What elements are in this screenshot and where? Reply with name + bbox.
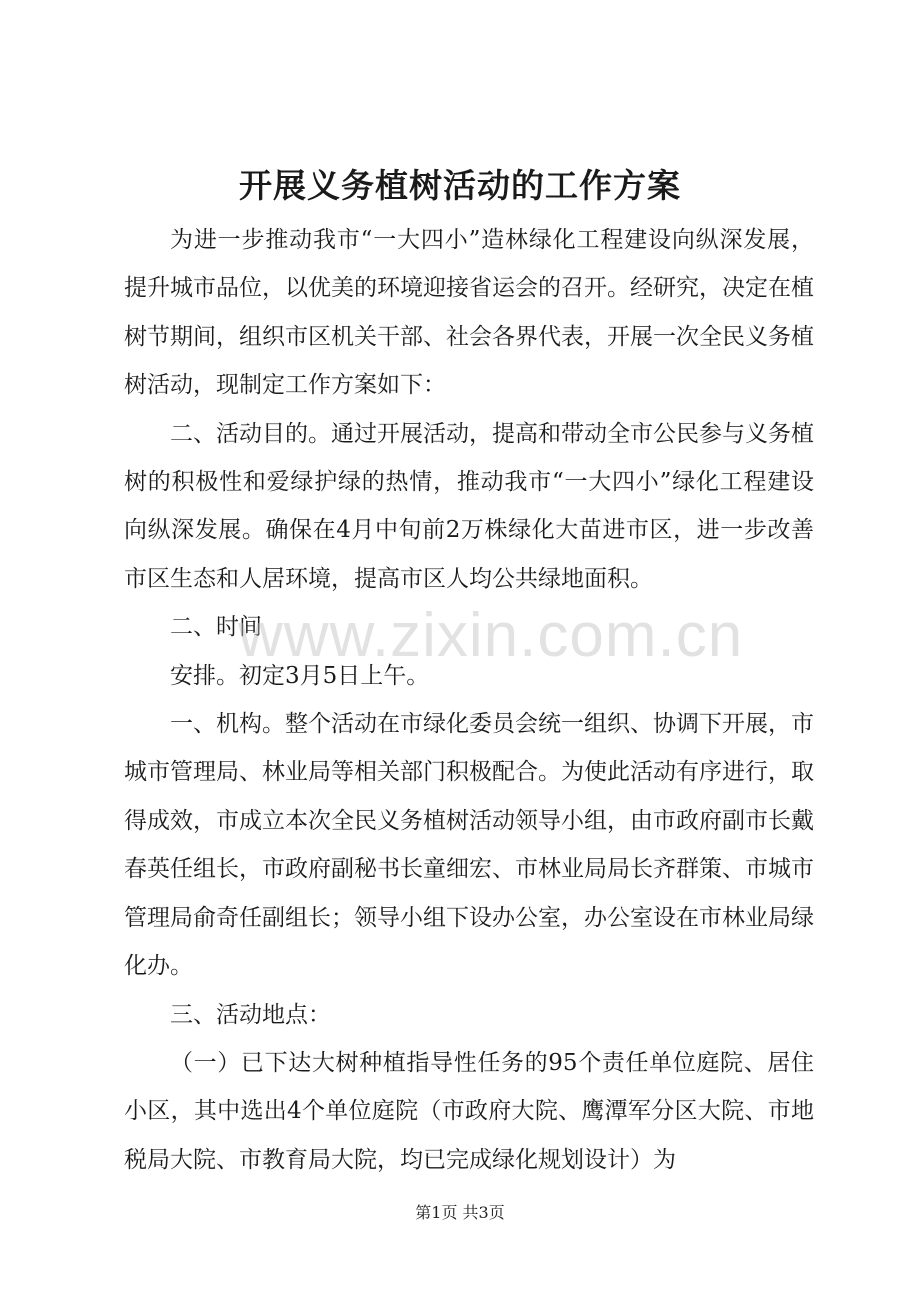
watermark: www.zixin.com.cn	[238, 601, 744, 670]
paragraph-intro: 为进一步推动我市“一大四小”造林绿化工程建设向纵深发展，提升城市品位，以优美的环境迎接省运会的召开。经研究，决定在植树节期间，组织市区机关干部、社会各界代表，开展一次全民义务植树活动，现制定工作方案如下：	[124, 227, 814, 399]
document-body	[124, 216, 814, 1184]
paragraph-schedule: 安排。初定3月5日上午。	[170, 662, 430, 689]
paragraph-time-heading: 二、时间	[170, 614, 262, 641]
paragraph-location-heading: 三、活动地点：	[170, 1001, 331, 1028]
page-footer: 第1页 共3页	[415, 1203, 505, 1222]
paragraph-purpose: 二、活动目的。通过开展活动，提高和带动全市公民参与义务植树的积极性和爱绿护绿的热情，推动我市“一大四小”绿化工程建设向纵深发展。确保在4月中旬前2万株绿化大苗进市区，进一步改善市区生态和人居环境，提高市区人均公共绿地面积。	[124, 420, 814, 592]
paragraph-location-detail: （一）已下达大树种植指导性任务的95个责任单位庭院、居住小区，其中选出4个单位庭院（市政府大院、鹰潭军分区大院、市地税局大院、市教育局大院，均已完成绿化规划设计）为	[124, 1049, 814, 1173]
paragraph-organization: 一、机构。整个活动在市绿化委员会统一组织、协调下开展，市城市管理局、林业局等相关部门积极配合。为使此活动有序进行，取得成效，市成立本次全民义务植树活动领导小组，由市政府副市长戴春英任组长，市政府副秘书长童细宏、市林业局局长齐群策、市城市管理局俞奇任副组长；领导小组下设办公室，办公室设在市林业局绿化办。	[124, 711, 814, 980]
document-title: 开展义务植树活动的工作方案	[239, 166, 681, 205]
